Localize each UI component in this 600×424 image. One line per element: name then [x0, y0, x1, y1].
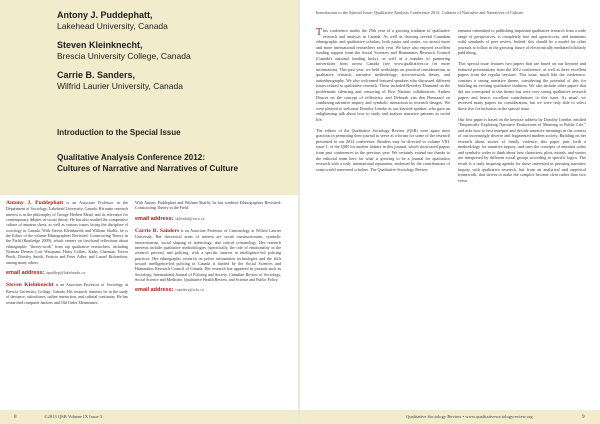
bio-text-kleinknecht: is an Associate Professor of Sociology at Brescia University College, Canada. His research interests lie in the study of deviance, subcultures, online interaction, and cultural continuity. He has researched computer hackers and Old Order Mennonites.: [6, 282, 128, 305]
page-number-right: 9: [582, 414, 585, 420]
email-line-kleinknecht: [135, 216, 281, 222]
author-name-2: Steven Kleinknecht,: [57, 40, 143, 50]
conference-title-line-2: Cultures of Narrative and Narratives of Culture: [57, 164, 239, 173]
body-column-2: [458, 28, 586, 189]
bio-name-puddephatt: Antony J. Puddephatt: [6, 200, 64, 206]
email-sanders[interactable]: csanders@wlu.ca: [175, 287, 204, 293]
body-paragraph-3: remains committed to publishing important qualitative research from a wide range of perspectives, is completely free and open-access, and maintains solid standards of peer review. Indeed, this should be a model for other journals to follow in the growing future of electronically mediated scholarly publishing.: [458, 28, 586, 56]
bio-kleinknecht-continued: With Antony Puddephatt and William Shaffir, he has coedited Ethnographies Revisited: Constructing Theory in the Field.: [135, 200, 281, 211]
bio-text-sanders: is an Associate Professor of Criminology at Wilfrid Laurier University. Her theoretical areas of interest are social constructionism, symbolic interactionism, social shaping of technology, and critical criminology. Her research interests include qualitative methodologies (specifically, the role of emotionality in the research process) and policing, with a specific interest in intelligence-led policing practices. Her ethnographic research on police information technologies and the shift toward intelligence-led policing in Canada is funded by the Social Sciences and Humanities Research Council of Canada. Her research has appeared in journals such as Sociology, International Journal of Policing and Society, Canadian Review of Sociology, Social Science and Medicine, Qualitative Health Review, and Science and Public Policy.: [135, 228, 281, 283]
email-puddephatt[interactable]: apuddep@lakeheadu.ca: [46, 270, 85, 276]
author-affiliation-3: Wilfrid Laurier University, Canada: [57, 81, 183, 91]
footer-right: [300, 410, 600, 424]
bio-kleinknecht: [6, 282, 128, 304]
bio-column-2: [135, 200, 281, 300]
page-number-left: 8: [14, 414, 17, 420]
footer-right-text[interactable]: Qualitative Sociology Review • www.qualitativesociologyreview.org: [406, 414, 533, 419]
drop-cap: T: [316, 27, 323, 38]
body-paragraph-1: [316, 28, 450, 122]
email-label: email address:: [135, 215, 174, 222]
body-paragraph-4: This special issue features two papers that are based on our keynote and featured presentations from the 2012 conference, as well as three excellent papers from the regular sessions. This issue, much like the conference, contains a strong narrative theme, considering the potential of this for building an exciting qualitative tradition. We also include other papers that did not correspond to this theme but were very strong qualitative research papers and hence, excellent contributions to this issue. As usual, we received many papers for consideration, but we were only able to select these five for inclusion in the special issue.: [458, 61, 586, 111]
bio-column-1: [6, 200, 128, 305]
email-kleinknecht[interactable]: skleinkn@uwo.ca: [175, 215, 205, 221]
footer-left-text: ©2013 QSR Volume IX Issue 3: [44, 414, 103, 419]
bio-text-puddephatt: is an Associate Professor in the Department of Sociology, Lakehead University, Canada. His main research interest is in the philosophy of George Herbert Mead, and its relevance for contemporary debates in social theory. He has also studied the competitive culture of amateur chess, as well as various issues facing the discipline of sociology in Canada. With Steven Kleinknecht and William Shaffir, he is the Editor of the volume Ethnographies Revisited: Constructing Theory in the Field (Routledge 2009), which centers on first-hand reflections about ethnographic "theory-work" from top qualitative researchers, including Norman Denzin, Loic Wacquant, Harry Collins, Kathy Charmaz, Trevor Pinch, Dorothy Smith, Patricia and Peter Adler, and Laurel Richardson, among many others.: [6, 200, 129, 265]
author-name-3: Carrie B. Sanders,: [57, 70, 136, 80]
bio-name-kleinknecht: Steven Kleinknecht: [6, 282, 54, 289]
bio-puddephatt: [6, 200, 128, 265]
body-paragraph-1-text: his conference marks the 29th year of a growing tradition of qualitative research and analysis in Canada. As well as drawing several Canadian ethnographic and qualitative scholars, both junior and senior, we attract more and more international researchers each year. We have also enjoyed excellent funding support from the Social Sciences and Humanities Research Council (Canada's national funding body), as well as a number of partnering universities from across Canada (see www.qualitatives.ca for more information). This past year, we held workshops on practical considerations in qualitative research, narrative methodology, actor-network theory, and autoethnography. We also welcomed featured speakers who discussed different issues related to qualitative research. These included Beverley Diamond on the problematic silencing and censoring of First Nations collaborators, Andrea Doucet on the concept of reflexivity, and Deborah van den Hoonaard on combining narrative inquiry and symbolic interaction in research designs. We were pleased to welcome Dorothy Leneke as our keynote speaker, who gave an enlightening talk about how to study and analyze narrative patterns in social life.: [316, 28, 450, 122]
right-page: [300, 0, 600, 424]
left-page: [0, 0, 298, 424]
email-line-puddephatt: [6, 270, 128, 276]
running-head: Introduction to the Special Issue: Qualitative Analysis Conference 2012: Cultures of Narrative and Narratives of Culture: [316, 10, 524, 15]
bio-sanders: [135, 228, 281, 282]
author-header-block: [0, 0, 298, 195]
author-name-1: Antony J. Puddephatt,: [57, 10, 153, 20]
email-label: email address:: [135, 287, 174, 294]
bio-name-sanders: Carrie B. Sanders: [135, 228, 180, 235]
conference-title-line-1: Qualitative Analysis Conference 2012:: [57, 153, 206, 162]
email-line-sanders: [135, 287, 281, 293]
email-label: email address:: [6, 270, 45, 277]
footer-left: [0, 410, 298, 424]
intro-title: Introduction to the Special Issue: [57, 128, 181, 137]
body-column-1: [316, 28, 450, 178]
body-paragraph-2: The editors of the Qualitative Sociology Review (QSR) were again most gracious in permitting their journal to serve as a forum for some of the research presented at our 2012 conference. Readers may be directed to volume VIII, issue 1, of the QSR for another feature in this journal, which showcased papers from past conferences in the previous year. We certainly extend our thanks to the editorial team here for what is growing to be a journal for qualitative research with a truly international reputation, endorsed by the contributions of some world renowned scholars. The Qualitative Sociology Review: [316, 127, 450, 172]
author-affiliation-2: Brescia University College, Canada: [57, 51, 191, 61]
body-paragraph-5: Our first paper is based on the keynote address by Dorothy Leneke, entitled "Empirically Exploring Narrative Productions of Meaning in Public Life," and asks how to best interpret and decode narrative meanings in the context of our increasingly diverse and fragmented modern society. Building on her research about stories of family violence, this paper puts forth a methodology for narrative inquiry, and uses the concepts of emotion codes and symbolic codes to think about how characters, plots, morals, and stories are interpreted by different social groups according to specific logics. The result is a truly inspiring agenda for those interested in pursuing narrative inquiry with qualitative research, but from an analytical and empirical framework, that strives to make the complex become clear rather than vice versa.: [458, 116, 586, 183]
author-affiliation-1: Lakehead University, Canada: [57, 21, 168, 31]
